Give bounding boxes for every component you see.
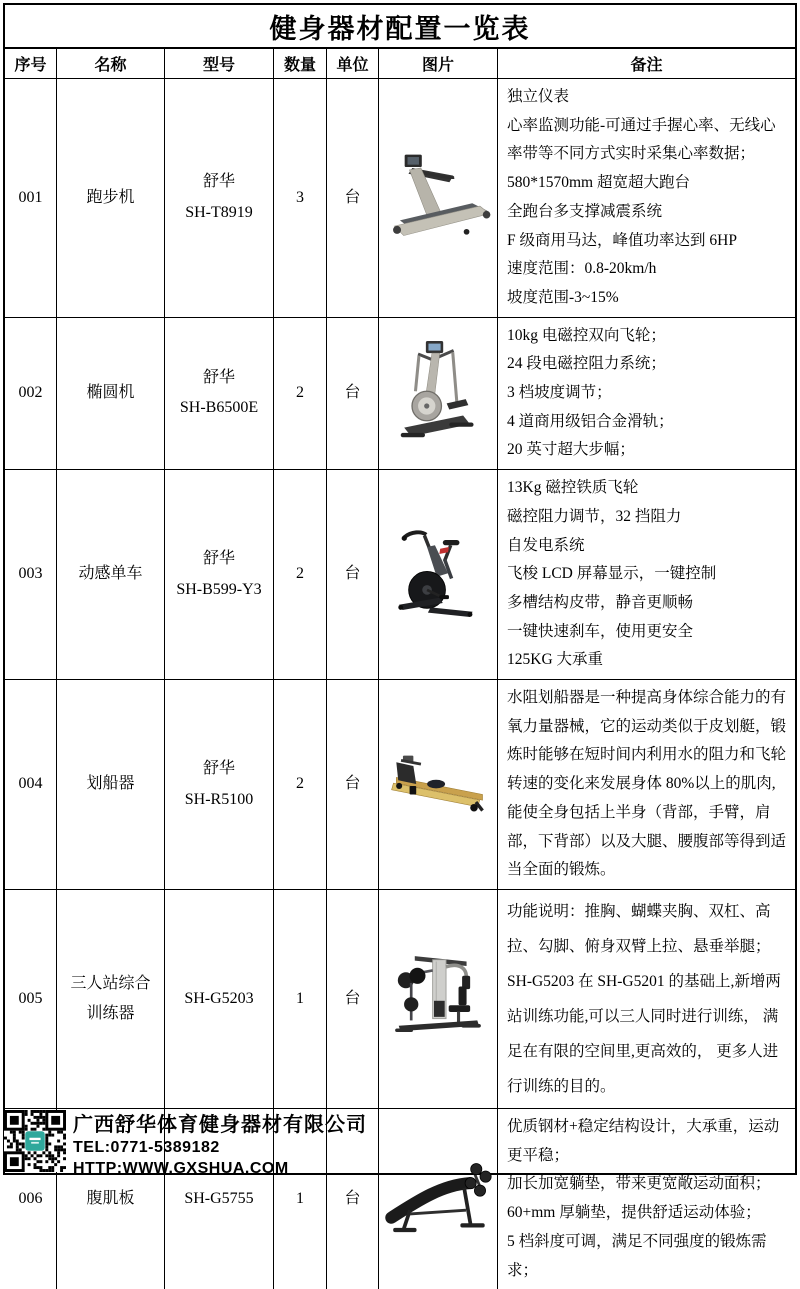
- equipment-name-cell: [57, 79, 165, 317]
- model-line: SH-G5203: [184, 989, 254, 1007]
- row-number-cell: 006: [5, 1109, 57, 1289]
- equipment-name-cell: [57, 470, 165, 679]
- remark-line: 加长加宽躺垫，带来更宽敞运动面积；: [507, 1175, 771, 1193]
- equipment-name: 三人站综合: [70, 974, 151, 992]
- model-line: SH-R5100: [184, 790, 254, 808]
- table-body: [5, 79, 795, 1289]
- equipment-name: 跑步机: [86, 188, 135, 206]
- unit-cell: 台: [327, 890, 379, 1108]
- table-row: [5, 470, 795, 680]
- remark-line: 13Kg 磁控铁质飞轮: [507, 479, 639, 497]
- equipment-name-cell: [57, 318, 165, 470]
- remarks-cell: [498, 79, 795, 317]
- remark-line: 功能说明：推胸、蝴蝶夹胸、双杠、高拉、勾脚、俯身双臂上拉、悬垂举腿；SH-G5203 在 SH-G5201 的基础上,新增两站训练功能,可以三人同时进行训练， 满足在有限的空间里,更高效的， 更多人进行训练的目的。: [507, 902, 781, 1095]
- remark-line: 速度范围：0.8-20km/h: [507, 260, 657, 278]
- remark-line: 优质钢材+稳定结构设计，大承重，运动更平稳；: [507, 1117, 780, 1164]
- elliptical-image: [399, 333, 477, 453]
- equipment-image-cell: [379, 890, 498, 1108]
- equipment-image-cell: [379, 680, 498, 889]
- remark-line: 全跑台多支撑减震系统: [507, 202, 663, 220]
- equipment-name-cell: [57, 680, 165, 889]
- unit-cell: 台: [327, 79, 379, 317]
- header-no: 序号: [5, 49, 57, 78]
- remark-line: 独立仪表: [507, 88, 570, 105]
- remark-line: 飞梭 LCD 屏幕显示，一键控制: [507, 565, 717, 583]
- remark-line: 3 档坡度调节；: [507, 384, 612, 402]
- quantity-cell: 3: [274, 79, 327, 317]
- equipment-image-cell: [379, 318, 498, 470]
- remarks-cell: [498, 470, 795, 679]
- row-number-cell: 002: [5, 318, 57, 470]
- table-row: [5, 890, 795, 1109]
- model-line: 舒华: [202, 550, 235, 568]
- equipment-name: 腹肌板: [86, 1189, 135, 1207]
- header-picture: 图片: [379, 49, 498, 78]
- equipment-image-cell: [379, 1109, 498, 1289]
- remark-line: 坡度范围-3~15%: [507, 288, 619, 306]
- model-line: SH-G5755: [184, 1189, 254, 1207]
- header-model: 型号: [165, 49, 274, 78]
- remark-line: 磁控阻力调节，32 挡阻力: [507, 507, 682, 525]
- table-row: [5, 318, 795, 471]
- table-row: [5, 1109, 795, 1289]
- remark-line: 心率监测功能-可通过手握心率、无线心率带等不同方式实时采集心率数据；: [507, 116, 776, 163]
- model-cell: [165, 470, 274, 679]
- model-cell: [165, 1109, 274, 1289]
- model-line: 舒华: [202, 760, 235, 778]
- header-qty: 数量: [274, 49, 327, 78]
- row-number-cell: 004: [5, 680, 57, 889]
- remark-line: 水阻划船器是一种提高身体综合能力的有氧力量器械，它的运动类似于皮划艇，锻炼时能够在短时间内利用水的阻力和飞轮转速的变化来发展身体 80%以上的肌肉,能使全身包括上半身（背部，手臂，肩部，下背部）以及大腿、腰腹部等得到适当全面的锻炼。: [507, 689, 787, 879]
- quantity-cell: 1: [274, 1109, 327, 1289]
- equipment-table: [3, 3, 797, 1279]
- model-line: 舒华: [202, 368, 235, 386]
- row-number-cell: 003: [5, 470, 57, 679]
- remarks-cell: [498, 318, 795, 470]
- treadmill-image: [380, 148, 496, 248]
- remark-line: 60+mm 厚躺垫，提供舒适运动体验；: [507, 1204, 761, 1222]
- company-tel: TEL:0771-5389182: [73, 1139, 220, 1156]
- equipment-name: 训练器: [86, 1004, 135, 1022]
- equipment-name: 划船器: [86, 775, 135, 793]
- model-line: 舒华: [202, 173, 235, 191]
- model-line: SH-B599-Y3: [176, 580, 262, 598]
- model-cell: [165, 890, 274, 1108]
- header-name: 名称: [57, 49, 165, 78]
- equipment-name: 椭圆机: [86, 384, 135, 402]
- ab-bench-image: [382, 1156, 494, 1242]
- row-number-cell: 005: [5, 890, 57, 1108]
- table-row: [5, 79, 795, 318]
- remark-line: F 级商用马达，峰值功率达到 6HP: [507, 231, 737, 249]
- quantity-cell: 1: [274, 890, 327, 1108]
- multi-gym-image: [388, 949, 488, 1049]
- remark-line: 4 道商用级铝合金滑轨；: [507, 412, 674, 430]
- remarks-cell: [498, 680, 795, 889]
- quantity-cell: 2: [274, 470, 327, 679]
- header-unit: 单位: [327, 49, 379, 78]
- remark-line: 多槽结构皮带，静音更顺畅: [507, 593, 694, 611]
- quantity-cell: 2: [274, 680, 327, 889]
- remark-line: 20 英寸超大步幅；: [507, 441, 635, 459]
- table-header: [5, 49, 795, 79]
- header-remarks: 备注: [630, 57, 663, 74]
- equipment-name: 动感单车: [78, 565, 143, 583]
- remark-line: 24 段电磁控阻力系统；: [507, 355, 666, 373]
- unit-cell: 台: [327, 318, 379, 470]
- remark-line: 125KG 大承重: [507, 651, 604, 669]
- remark-line: 一键快速刹车，使用更安全: [507, 622, 694, 640]
- equipment-name-cell: [57, 890, 165, 1108]
- equipment-image-cell: [379, 470, 498, 679]
- remarks-cell: [498, 890, 795, 1108]
- company-url: HTTP:WWW.GXSHUA.COM: [73, 1160, 289, 1177]
- rowing-machine-image: [381, 749, 495, 821]
- model-cell: [165, 79, 274, 317]
- unit-cell: 台: [327, 470, 379, 679]
- remark-line: 5 档斜度可调，满足不同强度的锻炼需求；: [507, 1232, 767, 1279]
- remarks-cell: [498, 1109, 795, 1289]
- unit-cell: 台: [327, 1109, 379, 1289]
- model-line: SH-T8919: [185, 203, 253, 221]
- model-cell: [165, 680, 274, 889]
- table-row: [5, 680, 795, 890]
- remark-line: 自发电系统: [507, 536, 585, 554]
- company-name: 广西舒华体育健身器材有限公司: [73, 1114, 367, 1136]
- model-line: SH-B6500E: [179, 399, 259, 417]
- equipment-image-cell: [379, 79, 498, 317]
- model-cell: [165, 318, 274, 470]
- page-title: 健身器材配置一览表: [5, 5, 795, 49]
- quantity-cell: 2: [274, 318, 327, 470]
- unit-cell: 台: [327, 680, 379, 889]
- row-number-cell: 001: [5, 79, 57, 317]
- spin-bike-image: [392, 522, 484, 628]
- remark-line: 580*1570mm 超宽超大跑台: [507, 174, 690, 192]
- equipment-name-cell: [57, 1109, 165, 1289]
- remark-line: 10kg 电磁控双向飞轮；: [507, 326, 666, 344]
